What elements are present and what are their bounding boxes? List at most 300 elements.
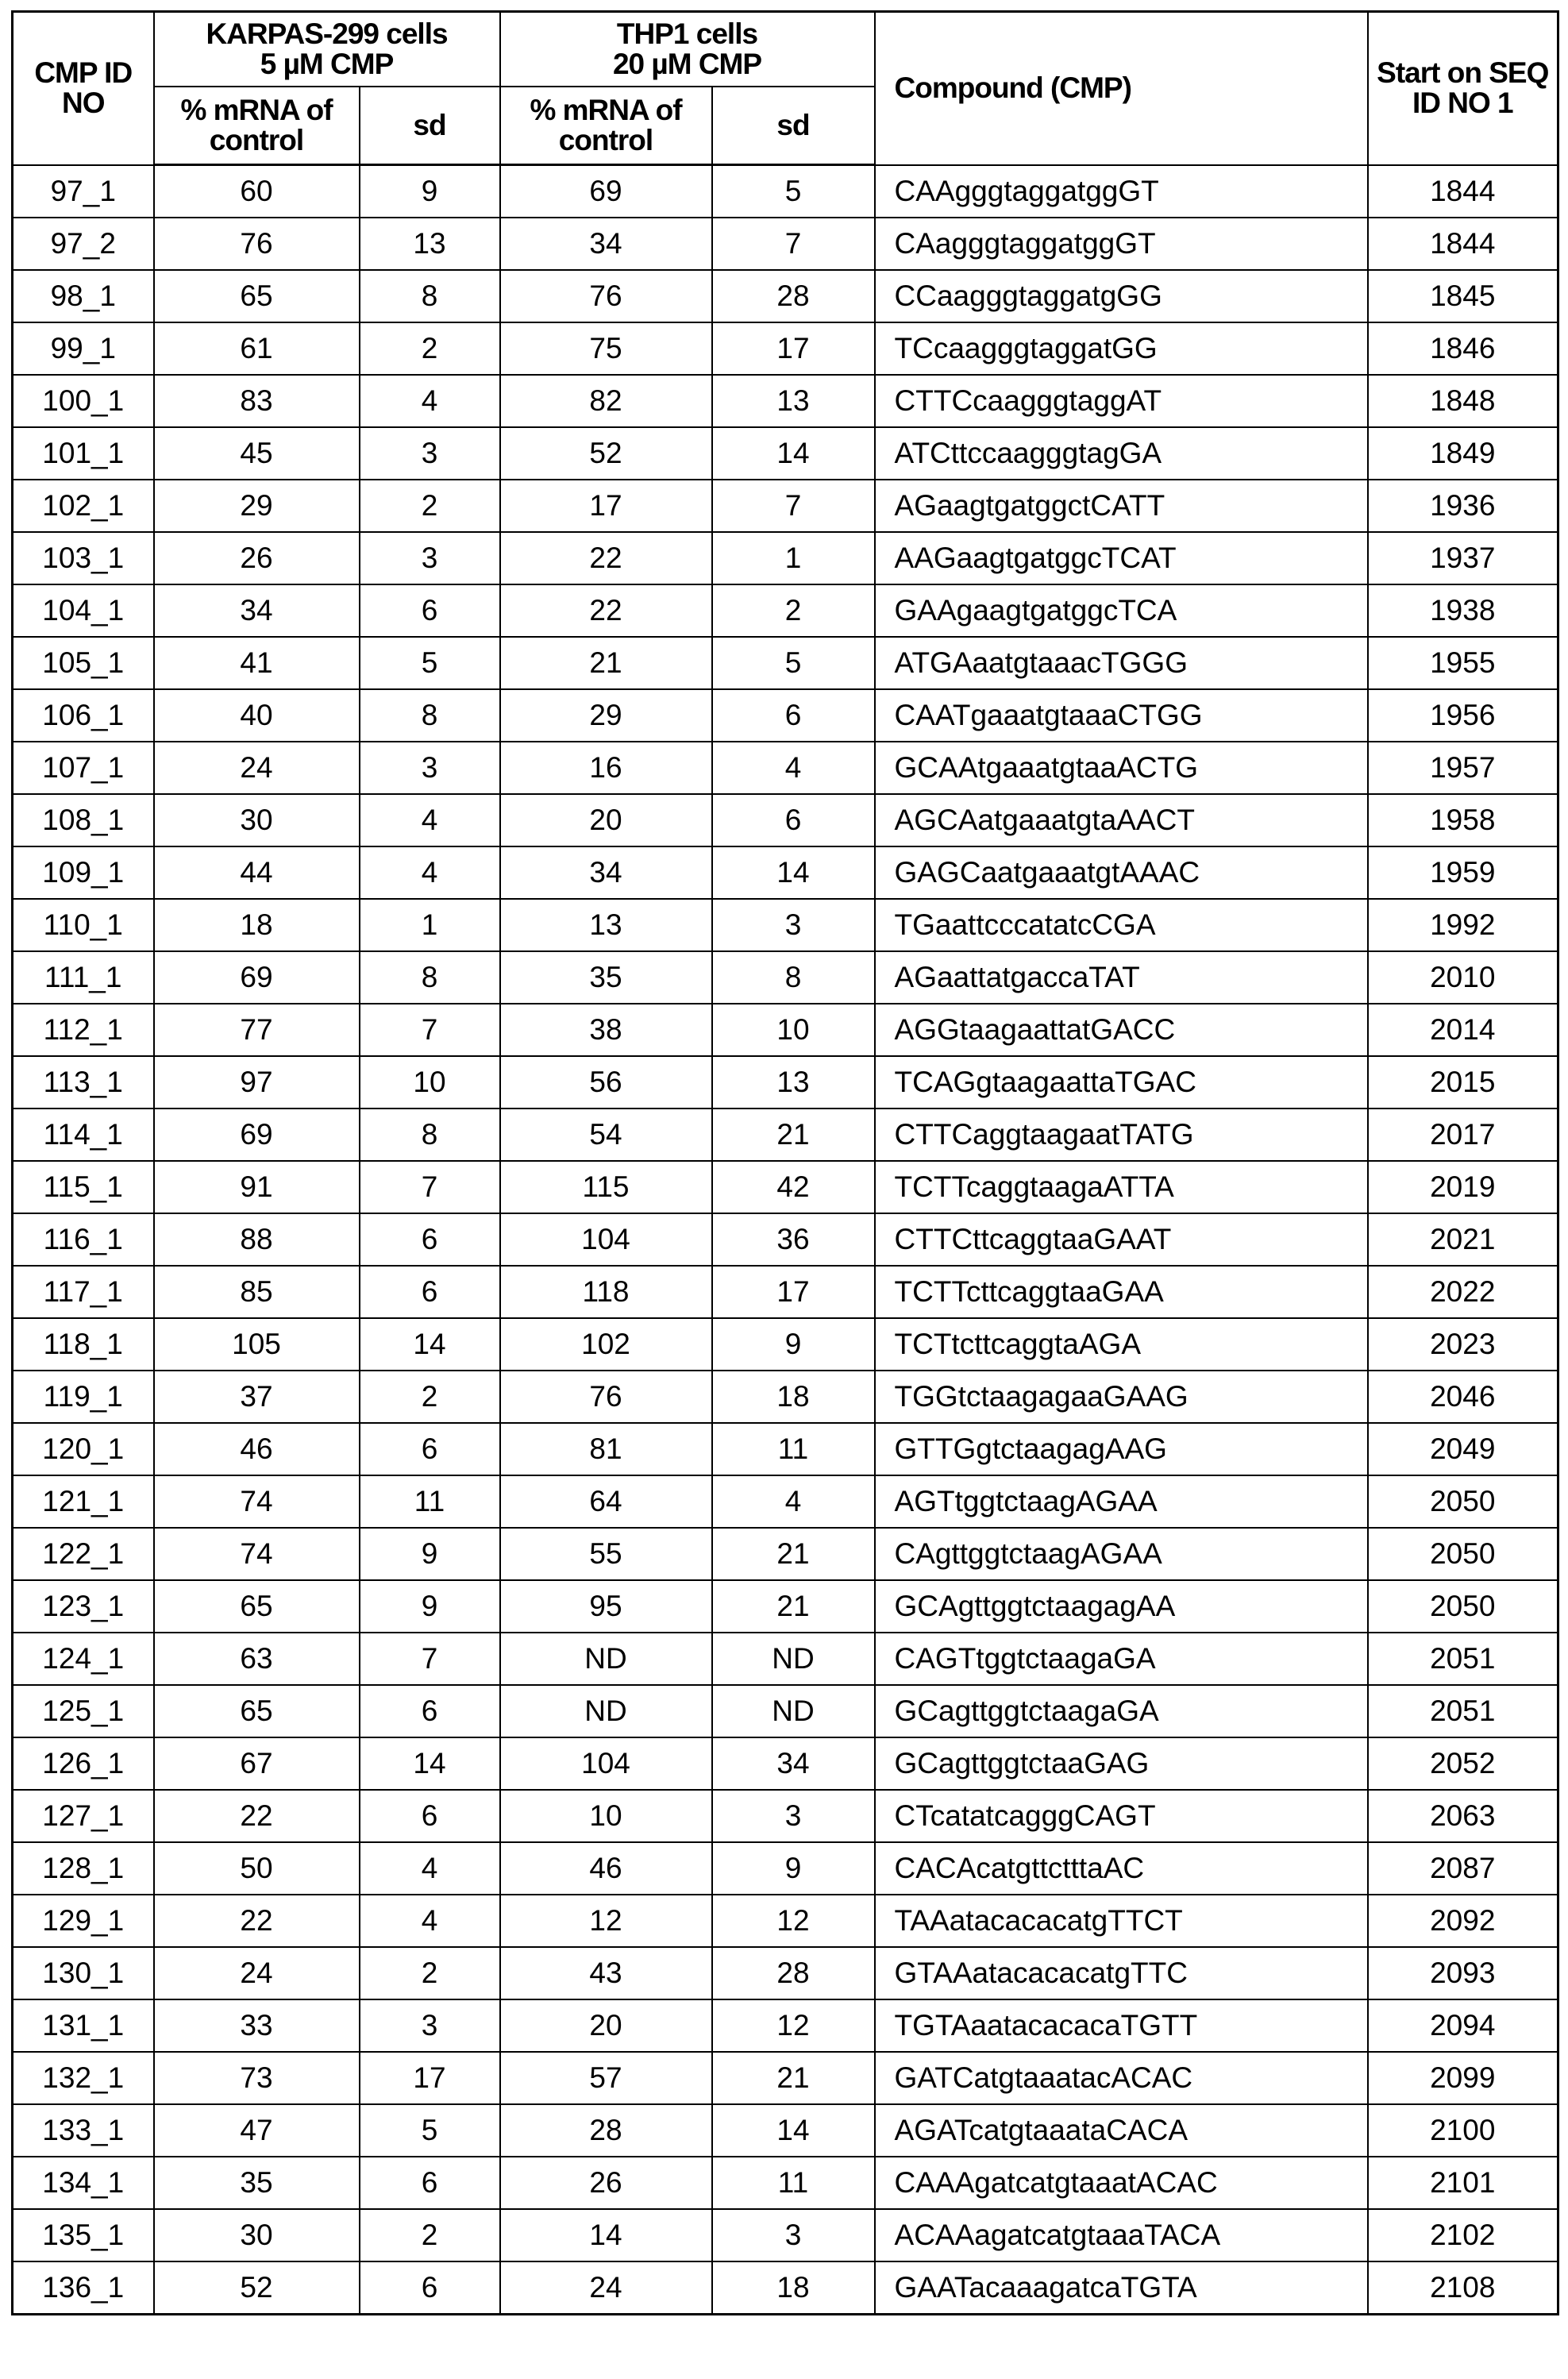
cell-cmp-id: 105_1 — [13, 637, 154, 689]
cell-thp1-mrna: 22 — [500, 532, 712, 584]
cell-cmp-id: 120_1 — [13, 1423, 154, 1475]
cell-thp1-mrna: 16 — [500, 742, 712, 794]
cell-karpas-sd: 7 — [360, 1161, 500, 1213]
cell-thp1-mrna: 29 — [500, 689, 712, 742]
cell-thp1-mrna: 24 — [500, 2261, 712, 2315]
cell-compound: GTTGgtctaagagAAG — [875, 1423, 1368, 1475]
cell-thp1-sd: 5 — [712, 165, 875, 218]
cell-thp1-sd: 18 — [712, 1371, 875, 1423]
table-row — [13, 899, 1558, 951]
cell-compound: CTTCaggtaagaatTATG — [875, 1109, 1368, 1161]
cell-karpas-sd: 2 — [360, 480, 500, 532]
cell-cmp-id: 109_1 — [13, 846, 154, 899]
cell-karpas-sd: 6 — [360, 1213, 500, 1266]
data-table — [11, 10, 1559, 2315]
cell-cmp-id: 132_1 — [13, 2052, 154, 2104]
cell-start-position: 2051 — [1368, 1633, 1558, 1685]
cell-cmp-id: 121_1 — [13, 1475, 154, 1528]
cell-karpas-mrna: 22 — [154, 1790, 360, 1842]
cell-karpas-sd: 6 — [360, 1266, 500, 1318]
table-row — [13, 1213, 1558, 1266]
cell-start-position: 1937 — [1368, 532, 1558, 584]
cell-thp1-sd: 14 — [712, 427, 875, 480]
cell-thp1-mrna: 12 — [500, 1895, 712, 1947]
cell-thp1-sd: ND — [712, 1633, 875, 1685]
cell-thp1-mrna: 104 — [500, 1213, 712, 1266]
table-row — [13, 1947, 1558, 1999]
cell-karpas-mrna: 85 — [154, 1266, 360, 1318]
cell-thp1-mrna: 64 — [500, 1475, 712, 1528]
cell-thp1-mrna: 14 — [500, 2209, 712, 2261]
cell-karpas-sd: 1 — [360, 899, 500, 951]
cell-karpas-sd: 8 — [360, 270, 500, 322]
cell-thp1-sd: 2 — [712, 584, 875, 637]
table-row — [13, 480, 1558, 532]
cell-karpas-mrna: 69 — [154, 951, 360, 1004]
cell-cmp-id: 129_1 — [13, 1895, 154, 1947]
cell-start-position: 2052 — [1368, 1737, 1558, 1790]
cell-thp1-mrna: 82 — [500, 375, 712, 427]
cell-thp1-sd: 13 — [712, 375, 875, 427]
cell-compound: GCagttggtctaagaGA — [875, 1685, 1368, 1737]
cell-cmp-id: 134_1 — [13, 2157, 154, 2209]
cell-karpas-mrna: 18 — [154, 899, 360, 951]
table-row — [13, 1318, 1558, 1371]
table-row — [13, 1633, 1558, 1685]
cell-karpas-mrna: 30 — [154, 2209, 360, 2261]
cell-thp1-mrna: 75 — [500, 322, 712, 375]
table-row — [13, 2261, 1558, 2315]
cell-thp1-mrna: 52 — [500, 427, 712, 480]
cell-karpas-sd: 4 — [360, 846, 500, 899]
cell-cmp-id: 127_1 — [13, 1790, 154, 1842]
cell-thp1-mrna: 13 — [500, 899, 712, 951]
cell-karpas-mrna: 65 — [154, 1580, 360, 1633]
cell-karpas-mrna: 22 — [154, 1895, 360, 1947]
cell-thp1-sd: 9 — [712, 1318, 875, 1371]
cell-thp1-sd: 6 — [712, 794, 875, 846]
table-row — [13, 1685, 1558, 1737]
cell-start-position: 1844 — [1368, 218, 1558, 270]
cell-start-position: 1849 — [1368, 427, 1558, 480]
cell-karpas-mrna: 46 — [154, 1423, 360, 1475]
cell-compound: GAGCaatgaaatgtAAAC — [875, 846, 1368, 899]
cell-thp1-sd: 8 — [712, 951, 875, 1004]
cell-thp1-mrna: 43 — [500, 1947, 712, 1999]
cell-cmp-id: 100_1 — [13, 375, 154, 427]
table-row — [13, 270, 1558, 322]
cell-compound: AGTtggtctaagAGAA — [875, 1475, 1368, 1528]
cell-compound: CTTCttcaggtaaGAAT — [875, 1213, 1368, 1266]
cell-karpas-sd: 8 — [360, 689, 500, 742]
cell-compound: CAAAgatcatgtaaatACAC — [875, 2157, 1368, 2209]
cell-thp1-sd: 7 — [712, 218, 875, 270]
table-row — [13, 1161, 1558, 1213]
table-row — [13, 1109, 1558, 1161]
cell-cmp-id: 130_1 — [13, 1947, 154, 1999]
cell-karpas-mrna: 76 — [154, 218, 360, 270]
cell-karpas-sd: 2 — [360, 1947, 500, 1999]
cell-karpas-sd: 8 — [360, 951, 500, 1004]
cell-karpas-mrna: 37 — [154, 1371, 360, 1423]
cell-cmp-id: 125_1 — [13, 1685, 154, 1737]
table-row — [13, 1580, 1558, 1633]
cell-thp1-sd: 36 — [712, 1213, 875, 1266]
cell-cmp-id: 104_1 — [13, 584, 154, 637]
cell-start-position: 2087 — [1368, 1842, 1558, 1895]
cell-thp1-mrna: 20 — [500, 794, 712, 846]
cell-compound: GAAgaagtgatggcTCA — [875, 584, 1368, 637]
cell-karpas-sd: 6 — [360, 1423, 500, 1475]
cell-karpas-sd: 10 — [360, 1056, 500, 1109]
cell-start-position: 2046 — [1368, 1371, 1558, 1423]
table-row — [13, 689, 1558, 742]
cell-cmp-id: 101_1 — [13, 427, 154, 480]
cell-thp1-sd: 13 — [712, 1056, 875, 1109]
cell-compound: TCTTcttcaggtaaGAA — [875, 1266, 1368, 1318]
cell-thp1-mrna: 56 — [500, 1056, 712, 1109]
cell-karpas-sd: 13 — [360, 218, 500, 270]
cell-karpas-sd: 3 — [360, 532, 500, 584]
cell-karpas-mrna: 44 — [154, 846, 360, 899]
cell-thp1-sd: 14 — [712, 846, 875, 899]
cell-start-position: 2100 — [1368, 2104, 1558, 2157]
cell-thp1-mrna: 22 — [500, 584, 712, 637]
cell-thp1-sd: 17 — [712, 1266, 875, 1318]
cell-compound: AGATcatgtaaataCACA — [875, 2104, 1368, 2157]
cell-thp1-sd: 21 — [712, 1109, 875, 1161]
table-row — [13, 1423, 1558, 1475]
cell-cmp-id: 97_1 — [13, 165, 154, 218]
cell-thp1-sd: 17 — [712, 322, 875, 375]
table-row — [13, 322, 1558, 375]
cell-compound: AAGaagtgatggcTCAT — [875, 532, 1368, 584]
cell-cmp-id: 102_1 — [13, 480, 154, 532]
cell-compound: CTcatatcagggCAGT — [875, 1790, 1368, 1842]
cell-cmp-id: 103_1 — [13, 532, 154, 584]
cell-thp1-sd: 4 — [712, 1475, 875, 1528]
cell-start-position: 2049 — [1368, 1423, 1558, 1475]
header-karpas-sd: sd — [360, 87, 500, 165]
cell-thp1-sd: 3 — [712, 1790, 875, 1842]
cell-thp1-sd: 10 — [712, 1004, 875, 1056]
cell-karpas-sd: 17 — [360, 2052, 500, 2104]
cell-start-position: 2108 — [1368, 2261, 1558, 2315]
cell-karpas-sd: 14 — [360, 1737, 500, 1790]
cell-karpas-mrna: 33 — [154, 1999, 360, 2052]
cell-thp1-sd: 21 — [712, 1580, 875, 1633]
cell-thp1-mrna: 46 — [500, 1842, 712, 1895]
cell-karpas-sd: 6 — [360, 1790, 500, 1842]
cell-karpas-sd: 3 — [360, 427, 500, 480]
cell-karpas-mrna: 40 — [154, 689, 360, 742]
cell-thp1-mrna: 55 — [500, 1528, 712, 1580]
cell-thp1-mrna: 34 — [500, 218, 712, 270]
cell-compound: GTAAatacacacatgTTC — [875, 1947, 1368, 1999]
cell-cmp-id: 114_1 — [13, 1109, 154, 1161]
table-row — [13, 1004, 1558, 1056]
cell-karpas-sd: 8 — [360, 1109, 500, 1161]
cell-start-position: 1957 — [1368, 742, 1558, 794]
cell-thp1-sd: 12 — [712, 1895, 875, 1947]
table-row — [13, 1737, 1558, 1790]
cell-karpas-sd: 5 — [360, 637, 500, 689]
cell-start-position: 2022 — [1368, 1266, 1558, 1318]
table-row — [13, 951, 1558, 1004]
cell-start-position: 1959 — [1368, 846, 1558, 899]
table-row — [13, 1528, 1558, 1580]
cell-karpas-sd: 9 — [360, 165, 500, 218]
cell-karpas-mrna: 61 — [154, 322, 360, 375]
cell-compound: TGGtctaagagaaGAAG — [875, 1371, 1368, 1423]
cell-start-position: 2063 — [1368, 1790, 1558, 1842]
cell-start-position: 2051 — [1368, 1685, 1558, 1737]
cell-karpas-mrna: 69 — [154, 1109, 360, 1161]
cell-compound: CAATgaaatgtaaaCTGG — [875, 689, 1368, 742]
table-row — [13, 218, 1558, 270]
cell-start-position: 2102 — [1368, 2209, 1558, 2261]
cell-thp1-sd: 28 — [712, 1947, 875, 1999]
table-row — [13, 794, 1558, 846]
cell-compound: AGaattatgaccaTAT — [875, 951, 1368, 1004]
cell-cmp-id: 123_1 — [13, 1580, 154, 1633]
cell-karpas-mrna: 60 — [154, 165, 360, 218]
cell-start-position: 2099 — [1368, 2052, 1558, 2104]
cell-karpas-sd: 6 — [360, 584, 500, 637]
cell-karpas-sd: 4 — [360, 1842, 500, 1895]
cell-cmp-id: 97_2 — [13, 218, 154, 270]
cell-thp1-sd: 42 — [712, 1161, 875, 1213]
cell-karpas-sd: 3 — [360, 1999, 500, 2052]
table-row — [13, 846, 1558, 899]
header-thp1: THP1 cells 20 µM CMP — [500, 12, 875, 87]
cell-start-position: 2021 — [1368, 1213, 1558, 1266]
cell-compound: AGGtaagaattatGACC — [875, 1004, 1368, 1056]
cell-thp1-sd: ND — [712, 1685, 875, 1737]
cell-compound: AGaagtgatggctCATT — [875, 480, 1368, 532]
table-row — [13, 1842, 1558, 1895]
cell-thp1-sd: 18 — [712, 2261, 875, 2315]
cell-compound: CAagggtaggatggGT — [875, 218, 1368, 270]
cell-cmp-id: 126_1 — [13, 1737, 154, 1790]
cell-thp1-mrna: 38 — [500, 1004, 712, 1056]
table-row — [13, 2104, 1558, 2157]
cell-cmp-id: 122_1 — [13, 1528, 154, 1580]
cell-compound: GCAgttggtctaagagAA — [875, 1580, 1368, 1633]
cell-karpas-mrna: 65 — [154, 270, 360, 322]
cell-compound: CAAgggtaggatggGT — [875, 165, 1368, 218]
cell-karpas-mrna: 29 — [154, 480, 360, 532]
table-body — [13, 165, 1558, 2315]
cell-start-position: 2015 — [1368, 1056, 1558, 1109]
cell-karpas-mrna: 45 — [154, 427, 360, 480]
cell-karpas-sd: 2 — [360, 322, 500, 375]
cell-start-position: 2101 — [1368, 2157, 1558, 2209]
cell-start-position: 2050 — [1368, 1580, 1558, 1633]
cell-thp1-sd: 11 — [712, 1423, 875, 1475]
cell-karpas-mrna: 24 — [154, 742, 360, 794]
cell-karpas-sd: 3 — [360, 742, 500, 794]
cell-thp1-mrna: 34 — [500, 846, 712, 899]
table-row — [13, 1999, 1558, 2052]
cell-compound: ATGAaatgtaaacTGGG — [875, 637, 1368, 689]
cell-thp1-mrna: 95 — [500, 1580, 712, 1633]
cell-compound: CAGTtggtctaagaGA — [875, 1633, 1368, 1685]
cell-thp1-sd: 11 — [712, 2157, 875, 2209]
cell-thp1-sd: 21 — [712, 1528, 875, 1580]
cell-compound: TGTAaatacacacaTGTT — [875, 1999, 1368, 2052]
cell-start-position: 2092 — [1368, 1895, 1558, 1947]
table-header — [13, 12, 1558, 165]
cell-karpas-sd: 4 — [360, 1895, 500, 1947]
cell-karpas-mrna: 91 — [154, 1161, 360, 1213]
cell-cmp-id: 108_1 — [13, 794, 154, 846]
cell-thp1-sd: 3 — [712, 899, 875, 951]
cell-thp1-mrna: 115 — [500, 1161, 712, 1213]
cell-start-position: 2010 — [1368, 951, 1558, 1004]
cell-compound: GAATacaaagatcaTGTA — [875, 2261, 1368, 2315]
cell-start-position: 1955 — [1368, 637, 1558, 689]
cell-karpas-mrna: 30 — [154, 794, 360, 846]
cell-compound: TGaattcccatatcCGA — [875, 899, 1368, 951]
cell-start-position: 1845 — [1368, 270, 1558, 322]
cell-start-position: 2093 — [1368, 1947, 1558, 1999]
cell-karpas-sd: 7 — [360, 1004, 500, 1056]
cell-thp1-mrna: 118 — [500, 1266, 712, 1318]
cell-thp1-sd: 28 — [712, 270, 875, 322]
cell-thp1-sd: 34 — [712, 1737, 875, 1790]
cell-compound: TAAatacacacatgTTCT — [875, 1895, 1368, 1947]
cell-cmp-id: 118_1 — [13, 1318, 154, 1371]
cell-start-position: 1956 — [1368, 689, 1558, 742]
cell-cmp-id: 133_1 — [13, 2104, 154, 2157]
cell-karpas-sd: 6 — [360, 2157, 500, 2209]
cell-karpas-mrna: 34 — [154, 584, 360, 637]
table-row — [13, 2052, 1558, 2104]
cell-thp1-mrna: 28 — [500, 2104, 712, 2157]
cell-thp1-sd: 12 — [712, 1999, 875, 2052]
cell-thp1-mrna: 26 — [500, 2157, 712, 2209]
cell-cmp-id: 107_1 — [13, 742, 154, 794]
cell-karpas-mrna: 77 — [154, 1004, 360, 1056]
cell-thp1-mrna: 20 — [500, 1999, 712, 2052]
cell-karpas-sd: 9 — [360, 1580, 500, 1633]
cell-karpas-sd: 6 — [360, 2261, 500, 2315]
table-row — [13, 532, 1558, 584]
cell-start-position: 1992 — [1368, 899, 1558, 951]
cell-compound: ATCttccaagggtagGA — [875, 427, 1368, 480]
cell-thp1-mrna: ND — [500, 1685, 712, 1737]
cell-thp1-mrna: 104 — [500, 1737, 712, 1790]
cell-karpas-mrna: 74 — [154, 1475, 360, 1528]
header-cmp-id: CMP ID NO — [13, 12, 154, 165]
table-row — [13, 375, 1558, 427]
cell-karpas-sd: 2 — [360, 1371, 500, 1423]
table-row — [13, 1266, 1558, 1318]
cell-cmp-id: 98_1 — [13, 270, 154, 322]
cell-thp1-sd: 7 — [712, 480, 875, 532]
cell-thp1-mrna: 10 — [500, 1790, 712, 1842]
cell-compound: TCTTcaggtaagaATTA — [875, 1161, 1368, 1213]
table-row — [13, 1895, 1558, 1947]
cell-compound: TCAGgtaagaattaTGAC — [875, 1056, 1368, 1109]
table-row — [13, 165, 1558, 218]
cell-cmp-id: 116_1 — [13, 1213, 154, 1266]
cell-cmp-id: 135_1 — [13, 2209, 154, 2261]
cell-start-position: 1936 — [1368, 480, 1558, 532]
cell-karpas-sd: 11 — [360, 1475, 500, 1528]
cell-compound: TCcaagggtaggatGG — [875, 322, 1368, 375]
cell-karpas-mrna: 35 — [154, 2157, 360, 2209]
cell-karpas-mrna: 65 — [154, 1685, 360, 1737]
cell-cmp-id: 111_1 — [13, 951, 154, 1004]
cell-karpas-sd: 6 — [360, 1685, 500, 1737]
cell-thp1-mrna: 57 — [500, 2052, 712, 2104]
table-row — [13, 427, 1558, 480]
cell-karpas-mrna: 105 — [154, 1318, 360, 1371]
cell-start-position: 2019 — [1368, 1161, 1558, 1213]
cell-start-position: 2094 — [1368, 1999, 1558, 2052]
cell-cmp-id: 113_1 — [13, 1056, 154, 1109]
cell-thp1-mrna: 102 — [500, 1318, 712, 1371]
cell-cmp-id: 110_1 — [13, 899, 154, 951]
cell-karpas-mrna: 50 — [154, 1842, 360, 1895]
cell-karpas-mrna: 97 — [154, 1056, 360, 1109]
cell-start-position: 2050 — [1368, 1475, 1558, 1528]
cell-karpas-mrna: 83 — [154, 375, 360, 427]
cell-start-position: 2023 — [1368, 1318, 1558, 1371]
cell-thp1-mrna: ND — [500, 1633, 712, 1685]
cell-compound: CACAcatgttctttaAC — [875, 1842, 1368, 1895]
cell-thp1-sd: 5 — [712, 637, 875, 689]
table-row — [13, 1790, 1558, 1842]
cell-karpas-mrna: 26 — [154, 532, 360, 584]
table-row — [13, 742, 1558, 794]
cell-cmp-id: 106_1 — [13, 689, 154, 742]
cell-thp1-mrna: 81 — [500, 1423, 712, 1475]
cell-thp1-mrna: 17 — [500, 480, 712, 532]
cell-thp1-sd: 3 — [712, 2209, 875, 2261]
cell-karpas-sd: 7 — [360, 1633, 500, 1685]
cell-thp1-mrna: 21 — [500, 637, 712, 689]
cell-start-position: 2050 — [1368, 1528, 1558, 1580]
cell-start-position: 1938 — [1368, 584, 1558, 637]
cell-start-position: 1958 — [1368, 794, 1558, 846]
cell-compound: CTTCcaagggtaggAT — [875, 375, 1368, 427]
cell-compound: CCaagggtaggatgGG — [875, 270, 1368, 322]
cell-karpas-sd: 9 — [360, 1528, 500, 1580]
header-thp1-mrna: % mRNA of control — [500, 87, 712, 165]
cell-karpas-mrna: 47 — [154, 2104, 360, 2157]
cell-start-position: 1844 — [1368, 165, 1558, 218]
header-karpas-mrna: % mRNA of control — [154, 87, 360, 165]
cell-compound: GCAAtgaaatgtaaACTG — [875, 742, 1368, 794]
cell-thp1-mrna: 54 — [500, 1109, 712, 1161]
cell-cmp-id: 112_1 — [13, 1004, 154, 1056]
cell-compound: GATCatgtaaatacACAC — [875, 2052, 1368, 2104]
cell-cmp-id: 99_1 — [13, 322, 154, 375]
cell-start-position: 1846 — [1368, 322, 1558, 375]
cell-karpas-mrna: 67 — [154, 1737, 360, 1790]
header-karpas: KARPAS-299 cells 5 µM CMP — [154, 12, 500, 87]
cell-thp1-sd: 1 — [712, 532, 875, 584]
cell-cmp-id: 117_1 — [13, 1266, 154, 1318]
cell-karpas-sd: 4 — [360, 375, 500, 427]
cell-thp1-sd: 21 — [712, 2052, 875, 2104]
table-row — [13, 584, 1558, 637]
cell-compound: TCTtcttcaggtaAGA — [875, 1318, 1368, 1371]
cell-thp1-sd: 14 — [712, 2104, 875, 2157]
